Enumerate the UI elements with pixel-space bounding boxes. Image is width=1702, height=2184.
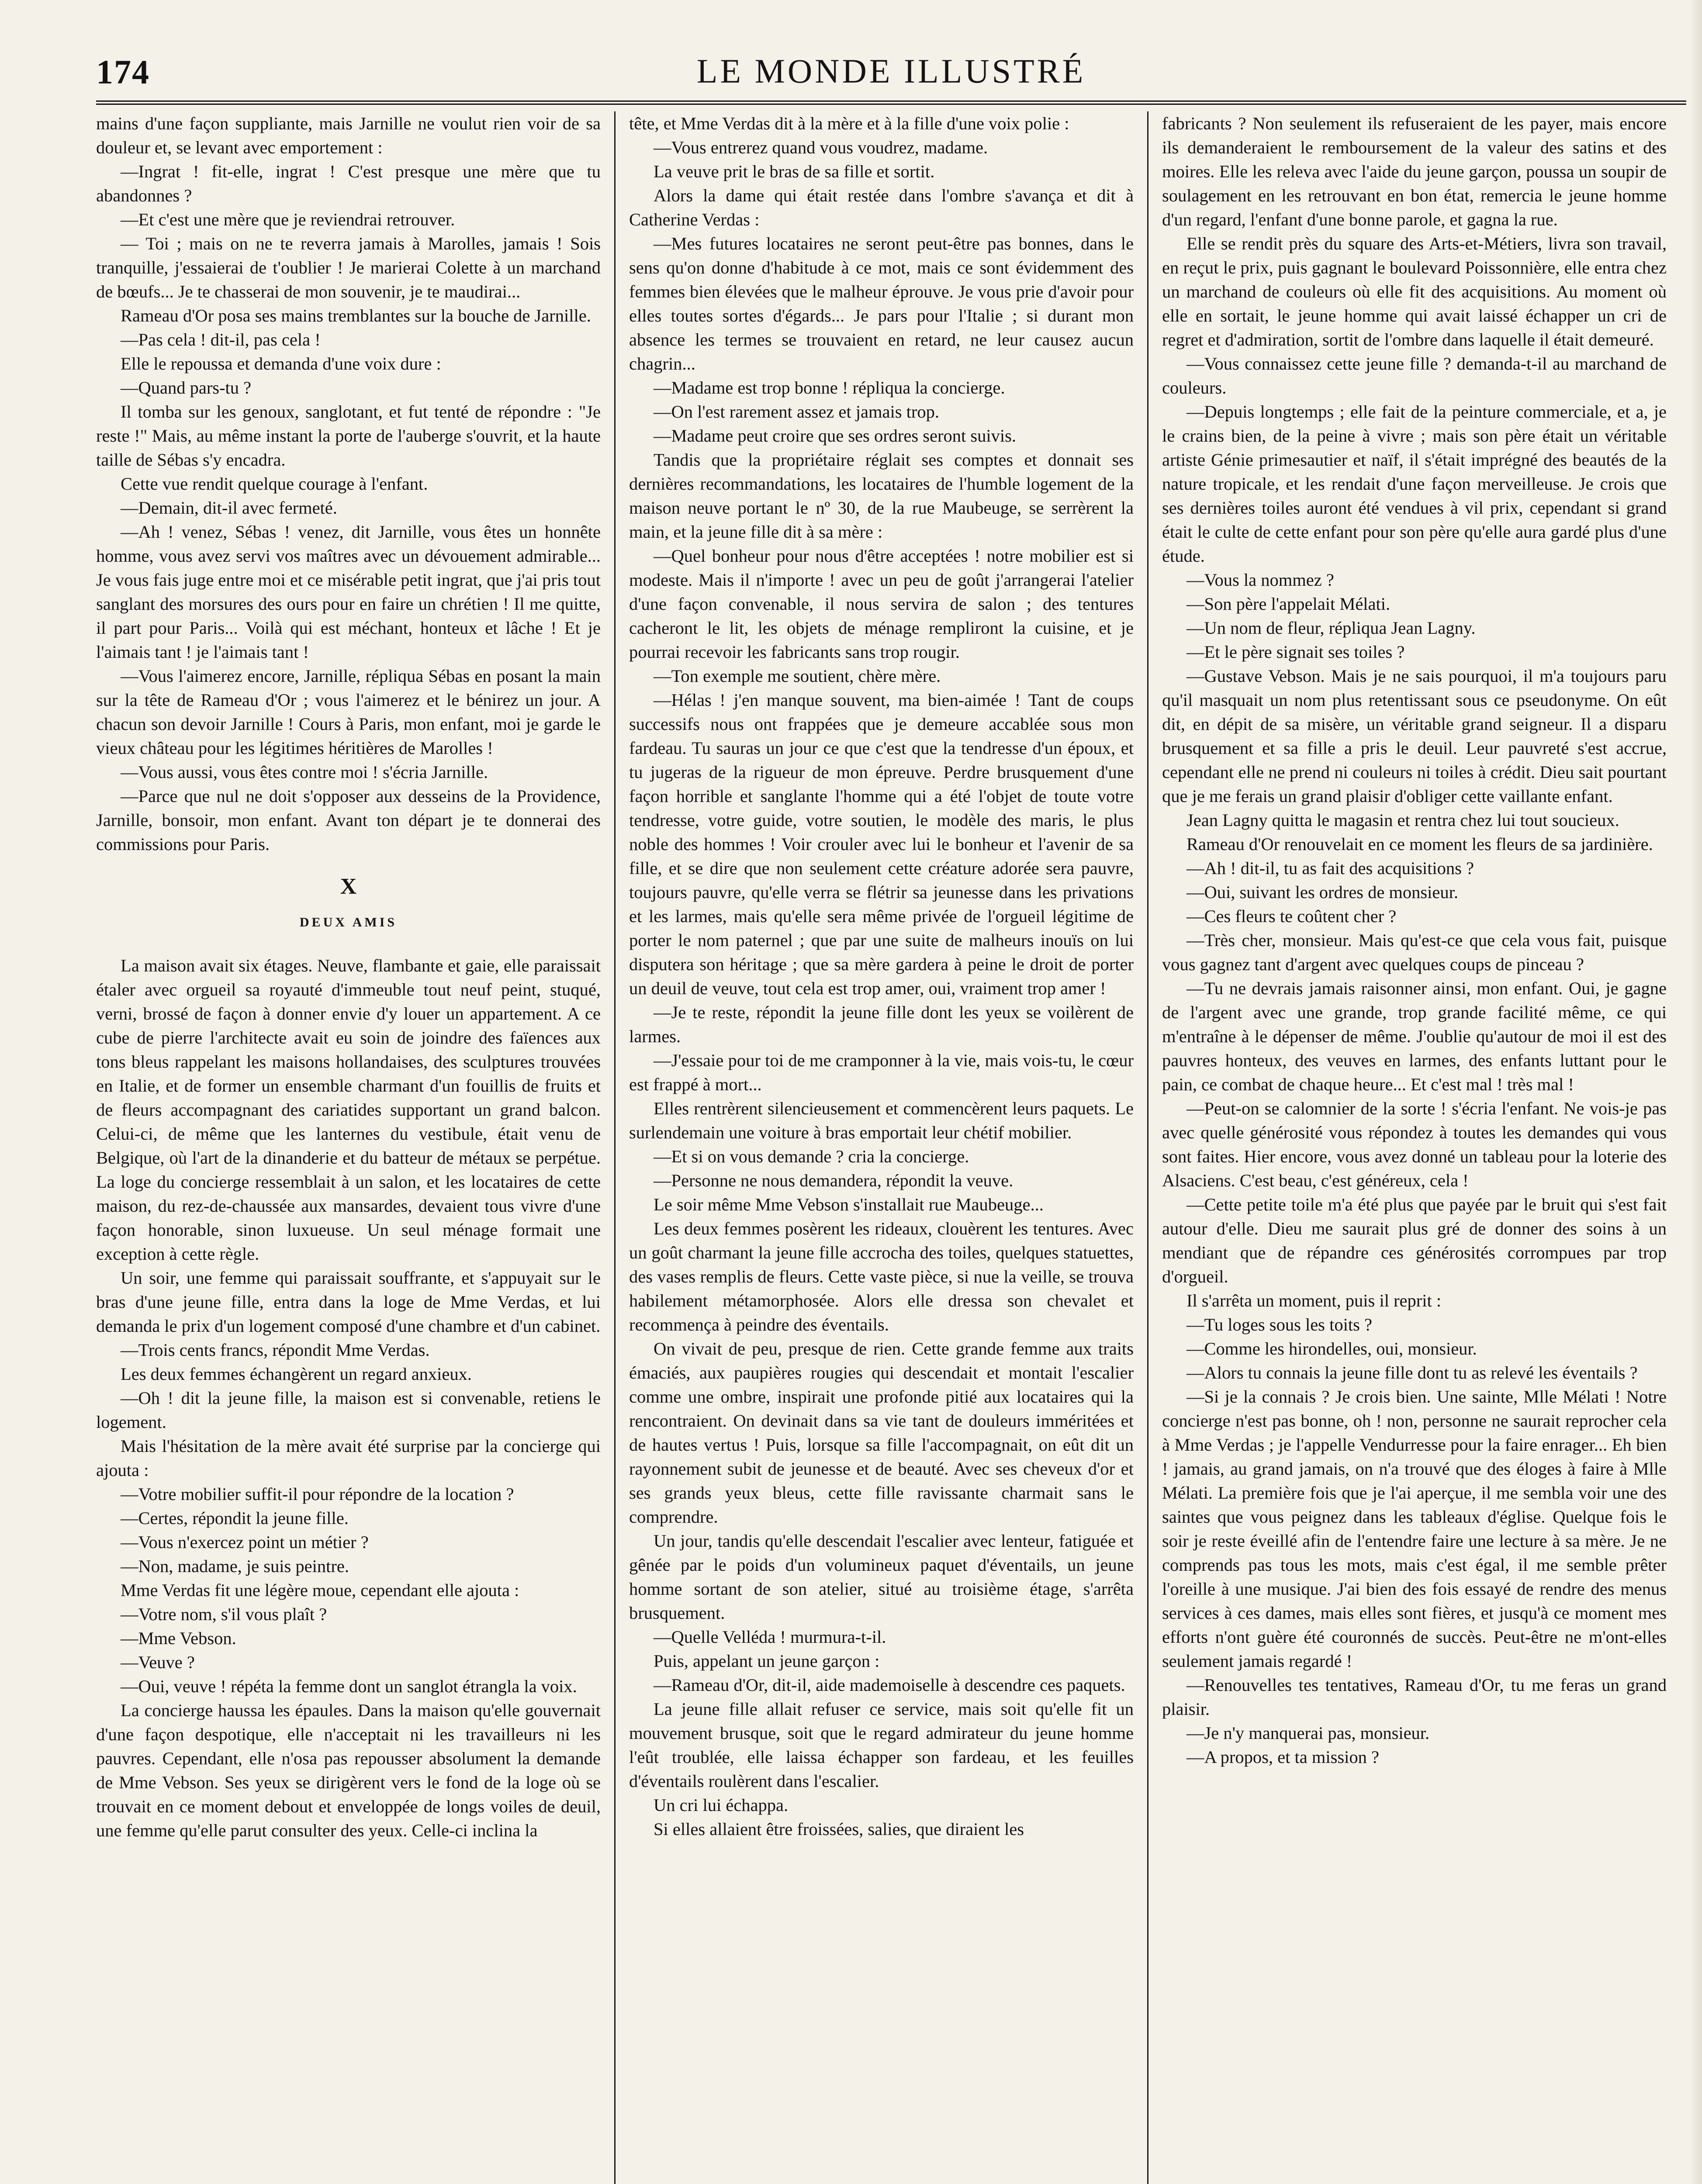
paragraph: —Quelle Velléda ! murmura-t-il. <box>654 1627 886 1647</box>
column-2 <box>629 111 1134 2184</box>
paragraph: —Peut-on se calomnier de la sorte ! s'écria l'enfant. Ne vois-je pas avec quelle générosité vous répondez à toutes les demandes qui vous sont faites. Hier encore, vous avez donné un tableau pour la loterie des Alsaciens. C'est beau, c'est généreux, cela ! <box>1162 1099 1667 1190</box>
paragraph: —Madame peut croire que ses ordres seront suivis. <box>654 426 1017 446</box>
paragraph: —Vous la nommez ? <box>1187 570 1334 590</box>
paragraph: —Tu loges sous les toits ? <box>1187 1315 1372 1334</box>
paragraph: —Si je la connais ? Je crois bien. Une sainte, Mlle Mélati ! Notre concierge n'est pas bonne, oh ! non, personne ne saurait reprocher cela à Mme Verdas ; je l'appelle Vendurresse pour la faire enrager... Eh bien ! jamais, au grand jamais, on n'a trouvé que des éloges à faire à Mlle Mélati. La première fois que je l'ai aperçue, il me sembla voir une des saintes que vous peignez dans les tableaux d'église. Quelque fois le soir je reste éveillé afin de l'entendre faire une lecture à sa mère. Je ne comprends pas tous les mots, mais c'est égal, il me semble prêter l'oreille à une musique. J'ai bien des fois essayé de rendre des menus services à ces dames, mais elles sont fières, et jusqu'à ce moment mes efforts n'ont guère été couronnés de succès. Peut-être ne m'ont-elles seulement jamais regardé ! <box>1162 1387 1667 1671</box>
paragraph: —Je n'y manquerai pas, monsieur. <box>1187 1723 1430 1743</box>
paragraph: Si elles allaient être froissées, salies, que diraient les <box>654 1819 1024 1839</box>
paragraph: —Oui, veuve ! répéta la femme dont un sanglot étrangla la voix. <box>121 1676 577 1696</box>
paragraph: Un soir, une femme qui paraissait souffrante, et s'appuyait sur le bras d'une jeune fille, entra dans la loge de Mme Verdas, et lui demanda le prix d'un logement composé d'une chambre et d'un cabinet. <box>96 1268 601 1336</box>
paragraph: —Depuis longtemps ; elle fait de la peinture commerciale, et a, je le crains bien, de la peine à vivre ; mais son père était un véritable artiste Génie primesautier et naïf, il s'était imprégné des beautés de la nature tropicale, et les rendait d'une façon merveilleuse. Je crois que ses dernières toiles auront été vendues à vil prix, cependant si grand était le culte de cette enfant pour son père qu'elle aura gardé plus d'une étude. <box>1162 402 1667 566</box>
paragraph: —Alors tu connais la jeune fille dont tu as relevé les éventails ? <box>1187 1363 1638 1382</box>
paragraph: Rameau d'Or renouvelait en ce moment les fleurs de sa jardinière. <box>1187 834 1653 854</box>
paragraph: —Un nom de fleur, répliqua Jean Lagny. <box>1187 618 1476 638</box>
paragraph: —Et c'est une mère que je reviendrai retrouver. <box>121 210 455 229</box>
paragraph: Elle se rendit près du square des Arts-et-Métiers, livra son travail, en reçut le prix, puis gagnant le boulevard Poissonnière, elle entra chez un marchand de couleurs où elle fit des acquisitions. Au moment où elle en sortait, le jeune homme qui avait laissé échapper un cri de regret et d'admiration, sortit de l'ombre dans laquelle il était demeuré. <box>1162 234 1667 349</box>
paragraph: — Toi ; mais on ne te reverra jamais à Marolles, jamais ! Sois tranquille, j'essaierai de t'oublier ! Je marierai Colette à un marchand de bœufs... Je te chasserai de mon souvenir, je te maudirai... <box>96 234 601 301</box>
paragraph: —Vous aussi, vous êtes contre moi ! s'écria Jarnille. <box>121 762 488 782</box>
paragraph: Les deux femmes posèrent les rideaux, clouèrent les tentures. Avec un goût charmant la jeune fille accrocha des toiles, quelques statuettes, des vases remplis de fleurs. Cette vaste pièce, si nue la veille, se trouva habilement métamorphosée. Alors elle dressa son chevalet et recommença à peindre des éventails. <box>629 1219 1134 1334</box>
paragraph: —Oh ! dit la jeune fille, la maison est si convenable, retiens le logement. <box>96 1388 601 1432</box>
paragraph: —Quand pars-tu ? <box>121 378 252 397</box>
paragraph: —Quel bonheur pour nous d'être acceptées ! notre mobilier est si modeste. Mais il n'importe ! avec un peu de goût j'arrangerai l'atelier d'une façon convenable, il nous servira de salon ; des tentures cacheront le lit, les objets de ménage rempliront la cuisine, et je pourrai recevoir les fabricants sans trop rougir. <box>629 546 1134 662</box>
paragraph: Le soir même Mme Vebson s'installait rue Maubeuge... <box>654 1195 1044 1214</box>
paragraph: Cette vue rendit quelque courage à l'enfant. <box>121 474 428 494</box>
paragraph: —Vous l'aimerez encore, Jarnille, répliqua Sébas en posant la main sur la tête de Rameau d'Or ; vous l'aimerez et le bénirez un jour. A chacun son devoir Jarnille ! Cours à Paris, mon enfant, moi je garde le vieux château pour les légitimes héritières de Marolles ! <box>96 666 601 758</box>
paragraph: La veuve prit le bras de sa fille et sortit. <box>654 162 935 181</box>
paragraph: La jeune fille allait refuser ce service, mais soit qu'elle fit un mouvement brusque, soit que le regard admirateur du jeune homme l'eût troublée, elle laissa échapper son fardeau, et les feuilles d'éventails roulèrent dans l'escalier. <box>629 1699 1134 1791</box>
paragraph: —Ton exemple me soutient, chère mère. <box>654 666 941 686</box>
column-1 <box>96 111 601 2184</box>
newspaper-page <box>96 48 1686 2184</box>
column-3 <box>1162 111 1667 2184</box>
paragraph: La concierge haussa les épaules. Dans la maison qu'elle gouvernait d'une façon despotique, elle n'acceptait ni les travailleurs ni les pauvres. Cependant, elle n'osa pas repousser absolument la demande de Mme Vebson. Ses yeux se dirigèrent vers le fond de la loge où se trouvait en ce moment debout et enveloppée de longs voiles de deuil, une femme qu'elle parut consulter des yeux. Celle-ci inclina la <box>96 1700 601 1840</box>
paragraph: On vivait de peu, presque de rien. Cette grande femme aux traits émaciés, aux paupières rougies qui descendait et montait l'escalier comme une ombre, inspirait une profonde pitié aux locataires qui la rencontraient. On devinait dans sa vie tant de douleurs imméritées et de hautes vertus ! Puis, lorsque sa fille l'accompagnait, on eût dit un rayonnement subit de jeunesse et de beauté. Avec ses cheveux d'or et ses grands yeux bleus, cette fille ravissante charmait sans le comprendre. <box>629 1339 1134 1527</box>
paragraph: —Rameau d'Or, dit-il, aide mademoiselle à descendre ces paquets. <box>654 1675 1125 1695</box>
paragraph: —Veuve ? <box>121 1652 195 1672</box>
paragraph: La maison avait six étages. Neuve, flambante et gaie, elle paraissait étaler avec orgueil sa royauté d'immeuble tout neuf peint, stuqué, verni, brossé de façon à donner envie d'y louer un appartement. A ce cube de pierre l'architecte avait eu soin de joindre des faïences aux tons bleus rappelant les maisons hollandaises, des sculptures trouvées en Italie, et de former un ensemble charmant d'un fouillis de fruits et de fleurs accompagnant des cariatides supportant un grand balcon. Celui-ci, de même que les lanternes du vestibule, était venu de Belgique, où l'art de la dinanderie et du batteur de métaux se perpétue. La loge du concierge ressemblait à un salon, et les locataires de cette maison, du rez-de-chaussée aux mansardes, devaient tous vivre d'une façon honorable, sinon luxueuse. Un seul ménage formait une exception à cette règle. <box>96 956 601 1264</box>
column-divider <box>614 111 616 2184</box>
paragraph: Alors la dame qui était restée dans l'ombre s'avança et dit à Catherine Verdas : <box>629 186 1134 229</box>
page-number: 174 <box>96 53 150 91</box>
paragraph: Mme Verdas fit une légère moue, cependant elle ajouta : <box>121 1580 519 1600</box>
paragraph: tête, et Mme Verdas dit à la mère et à la fille d'une voix polie : <box>629 114 1069 133</box>
chapter-number: X <box>340 874 357 899</box>
paragraph: —Votre nom, s'il vous plaît ? <box>121 1604 327 1624</box>
paragraph: —Je te reste, répondit la jeune fille dont les yeux se voilèrent de larmes. <box>629 1002 1134 1046</box>
page-edge-shadow <box>1690 0 1702 2184</box>
paragraph: —Pas cela ! dit-il, pas cela ! <box>121 330 321 349</box>
paragraph: —Cette petite toile m'a été plus que payée par le bruit qui s'est fait autour d'elle. Dieu me saurait plus gré de donner des soins à un mendiant que de répandre ces générosités corrompues par trop d'orgueil. <box>1162 1195 1667 1286</box>
paragraph: —Comme les hirondelles, oui, monsieur. <box>1187 1339 1477 1358</box>
masthead-title: LE MONDE ILLUSTRÉ <box>696 52 1086 90</box>
paragraph: —Non, madame, je suis peintre. <box>121 1556 349 1576</box>
paragraph: Elle le repoussa et demanda d'une voix dure : <box>121 354 441 373</box>
paragraph: —Mme Vebson. <box>121 1628 236 1648</box>
paragraph: Jean Lagny quitta le magasin et rentra chez lui tout soucieux. <box>1187 810 1619 830</box>
paragraph: Il tomba sur les genoux, sanglotant, et fut tenté de répondre : "Je reste !" Mais, au même instant la porte de l'auberge s'ouvrit, et la haute taille de Sébas s'y encadra. <box>96 402 601 470</box>
paragraph: —Renouvelles tes tentatives, Rameau d'Or, tu me feras un grand plaisir. <box>1162 1675 1667 1719</box>
paragraph: fabricants ? Non seulement ils refuseraient de les payer, mais encore ils demanderaient le remboursement de la valeur des satins et des moires. Elle les releva avec l'aide du jeune garçon, poussa un soupir de soulagement en les retrouvant en bon état, remercia le jeune homme d'un regard, l'enfant d'une bonne parole, et gagna la rue. <box>1162 114 1667 229</box>
paragraph: —Gustave Vebson. Mais je ne sais pourquoi, il m'a toujours paru qu'il masquait un nom plus retentissant sous ce pseudonyme. On eût dit, en dépit de sa misère, un véritable grand seigneur. Il a disparu brusquement et sa fille a pris le deuil. Leur pauvreté s'est accrue, cependant elle ne prend ni couleurs ni toiles à crédit. Dieu sait pourtant que je me ferais un grand plaisir d'obliger cette vaillante enfant. <box>1162 666 1667 806</box>
paragraph: —Ah ! dit-il, tu as fait des acquisitions ? <box>1187 858 1474 878</box>
paragraph: —Vous entrerez quand vous voudrez, madame. <box>654 138 988 157</box>
paragraph: Elles rentrèrent silencieusement et commencèrent leurs paquets. Le surlendemain une voiture à bras emportait leur chétif mobilier. <box>629 1099 1134 1142</box>
paragraph: Rameau d'Or posa ses mains tremblantes sur la bouche de Jarnille. <box>121 306 591 325</box>
paragraph: mains d'une façon suppliante, mais Jarnille ne voulut rien voir de sa douleur et, se levant avec emportement : <box>96 114 601 157</box>
paragraph: —Oui, suivant les ordres de monsieur. <box>1187 882 1459 902</box>
paragraph: —Vous n'exercez point un métier ? <box>121 1532 369 1552</box>
paragraph: —Et si on vous demande ? cria la concierge. <box>654 1147 969 1166</box>
paragraph: —Trois cents francs, répondit Mme Verdas. <box>121 1340 430 1360</box>
paragraph: Les deux femmes échangèrent un regard anxieux. <box>121 1364 472 1384</box>
paragraph: —On l'est rarement assez et jamais trop. <box>654 402 939 422</box>
page-header <box>96 48 1686 105</box>
paragraph: —Ingrat ! fit-elle, ingrat ! C'est presque une mère que tu abandonnes ? <box>96 162 601 205</box>
paragraph: Tandis que la propriétaire réglait ses comptes et donnait ses dernières recommandations, les locataires de l'humble logement de la maison neuve portant le nº 30, de la rue Maubeuge, se serrèrent la main, et la jeune fille dit à sa mère : <box>629 450 1134 542</box>
paragraph: Un jour, tandis qu'elle descendait l'escalier avec lenteur, fatiguée et gênée par le poids d'un volumineux paquet d'éventails, un jeune homme sortant de son atelier, situé au troisième étage, s'arrêta brusquement. <box>629 1531 1134 1623</box>
paragraph: —Très cher, monsieur. Mais qu'est-ce que cela vous fait, puisque vous gagnez tant d'argent avec quelques coups de pinceau ? <box>1162 930 1667 974</box>
article-columns <box>96 111 1686 2184</box>
paragraph: —Ces fleurs te coûtent cher ? <box>1187 906 1397 926</box>
paragraph: —Tu ne devrais jamais raisonner ainsi, mon enfant. Oui, je gagne de l'argent avec une grande, trop grande facilité même, ce qui m'entraîne à le dépenser de même. J'oublie qu'autour de moi il est des pauvres honteux, des veuves en larmes, des enfants luttant pour le pain, ce combat de chaque heure... Et c'est mal ! très mal ! <box>1162 978 1667 1094</box>
paragraph: —J'essaie pour toi de me cramponner à la vie, mais vois-tu, le cœur est frappé à mort... <box>629 1051 1134 1094</box>
chapter-title: DEUX AMIS <box>299 915 398 930</box>
paragraph: —Hélas ! j'en manque souvent, ma bien-aimée ! Tant de coups successifs nous ont frappées que je demeure accablée sous mon fardeau. Tu sauras un jour ce que c'est que la tendresse d'un époux, et tu jugeras de la rigueur de mon épreuve. Perdre brusquement d'une façon horrible et sanglante l'homme qui a été l'objet de toute votre tendresse, votre guide, votre soutien, le modèle des maris, le plus noble des hommes ! Voir crouler avec lui le bonheur et l'avenir de sa fille, et se dire que non seulement cette créature adorée sera pauvre, toujours pauvre, qu'elle verra se flétrir sa jeunesse dans les privations et les larmes, mais qu'elle sera même privée de l'orgueil légitime de porter le nom paternel ; que par une suite de malheurs inouïs on lui disputera son héritage ; que sa mère gardera à peine le droit de porter un deuil de veuve, tout cela est trop amer, oui, vraiment trop amer ! <box>629 690 1134 998</box>
paragraph: Un cri lui échappa. <box>654 1795 789 1815</box>
paragraph: —Madame est trop bonne ! répliqua la concierge. <box>654 378 1005 397</box>
paragraph: —Vous connaissez cette jeune fille ? demanda-t-il au marchand de couleurs. <box>1162 354 1667 397</box>
paragraph: —Parce que nul ne doit s'opposer aux desseins de la Providence, Jarnille, bonsoir, mon enfant. Avant ton départ je te donnerai des commissions pour Paris. <box>96 786 601 854</box>
paragraph: Puis, appelant un jeune garçon : <box>654 1651 880 1671</box>
paragraph: —Certes, répondit la jeune fille. <box>121 1508 349 1528</box>
paragraph: —Ah ! venez, Sébas ! venez, dit Jarnille, vous êtes un honnête homme, vous avez servi vos maîtres avec un dévouement admirable... Je vous fais juge entre moi et ce misérable petit ingrat, que j'ai pris tout sanglant des morsures des ours pour en faire un chrétien ! Il me quitte, il part pour Paris... Voilà qui est méchant, honteux et lâche ! Et je l'aimais tant ! je l'aimais tant ! <box>96 522 601 662</box>
paragraph: —Votre mobilier suffit-il pour répondre de la location ? <box>121 1484 514 1504</box>
paragraph: Il s'arrêta un moment, puis il reprit : <box>1187 1291 1442 1310</box>
paragraph: —Et le père signait ses toiles ? <box>1187 642 1405 662</box>
paragraph: —Son père l'appelait Mélati. <box>1187 594 1391 614</box>
paragraph: —A propos, et ta mission ? <box>1187 1747 1379 1767</box>
paragraph: —Personne ne nous demandera, répondit la veuve. <box>654 1171 1014 1190</box>
paragraph: —Mes futures locataires ne seront peut-être pas bonnes, dans le sens qu'on donne d'habitude à ce mot, mais ce sont évidemment des femmes bien élevées que le malheur éprouve. Je vous prie d'avoir pour elles toutes sortes d'égards... Je pars pour l'Italie ; si durant mon absence les termes se trouvaient en retard, ne leur causez aucun chagrin... <box>629 234 1134 373</box>
paragraph: —Demain, dit-il avec fermeté. <box>121 498 337 518</box>
column-divider <box>1147 111 1149 2184</box>
paragraph: Mais l'hésitation de la mère avait été surprise par la concierge qui ajouta : <box>96 1436 601 1480</box>
